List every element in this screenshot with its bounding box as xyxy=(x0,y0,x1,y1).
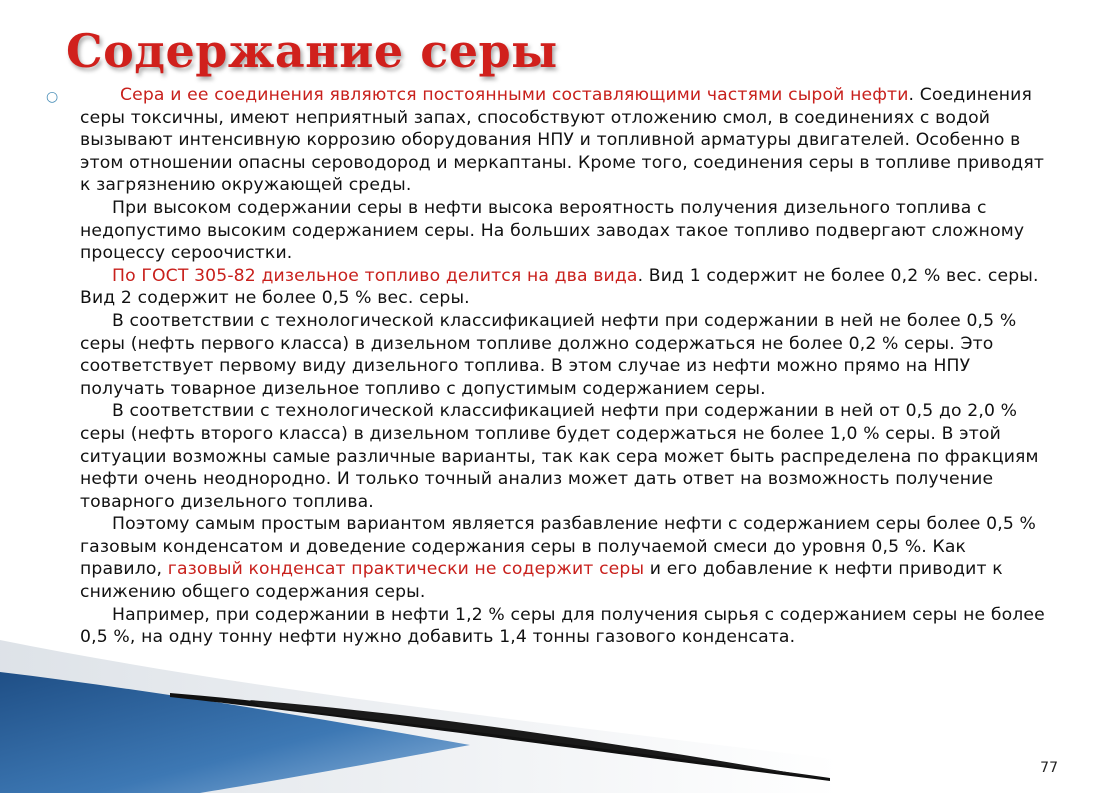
bullet-circle-icon: ○ xyxy=(46,89,59,105)
paragraph-1: Сера и ее соединения являются постоянными составляющими частями сырой нефти. Соединения серы токсичны, имеют неприятный запах, способствуют отложению смол, в соединениях с водой вызывают интенсивную коррозию оборудования НПУ и топливной арматуры двигателей. Особенно в этом отношении опасны сероводород и меркаптаны. Кроме того, соединения серы в топливе приводят к загрязнению окружающей среды. xyxy=(80,85,1044,196)
highlight-gas-condensate: газовый конденсат практически не содержит серы xyxy=(167,559,645,580)
slide-title: Содержание серы xyxy=(66,24,558,78)
paragraph-6: Поэтому самым простым вариантом является разбавление нефти с содержанием серы более 0,5 % газовым конденсатом и доведение содержания серы в получаемой смеси до уровня 0,5 %. Как правило, газовый конденсат практически не содержит серы и его добавление к нефти приводит к снижению общего содержания серы. xyxy=(80,514,1037,603)
paragraph-5: В соответствии с технологической классификацией нефти при содержании в ней от 0,5 до 2,0 % серы (нефть второго класса) в дизельном топливе будет содержаться не более 1,0 % серы. В этой ситуации возможны самые различные варианты, так как сера может быть распределена по фракциям нефти очень неоднородно. И только точный анализ может дать ответ на возможность получение товарного дизельного топлива. xyxy=(80,401,1039,512)
slide-body xyxy=(80,84,1048,649)
paragraph-4: В соответствии с технологической классификацией нефти при содержании в ней не более 0,5 % серы (нефть первого класса) в дизельном топливе должно содержаться не более 0,2 % серы. Это соответствует первому виду дизельного топлива. В этом случае из нефти можно прямо на НПУ получать товарное дизельное топливо с допустимым содержанием серы. xyxy=(80,310,1017,399)
page-number: 77 xyxy=(1040,760,1058,776)
paragraph-3: По ГОСТ 305-82 дизельное топливо делится на два вида. Вид 1 содержит не более 0,2 % вес. серы. Вид 2 содержит не более 0,5 % вес. серы. xyxy=(80,265,1039,309)
highlight-gost: По ГОСТ 305-82 дизельное топливо делится на два вида xyxy=(112,265,638,286)
paragraph-7: Например, при содержании в нефти 1,2 % серы для получения сырья с содержанием серы не более 0,5 %, на одну тонну нефти нужно добавить 1,4 тонны газового конденсата. xyxy=(80,604,1045,648)
paragraph-2: При высоком содержании серы в нефти высока вероятность получения дизельного топлива с недопустимо высоким содержанием серы. На больших заводах такое топливо подвергают сложному процессу сероочистки. xyxy=(80,197,1025,264)
highlight-sulfur-constituents: Сера и ее соединения являются постоянными составляющими частями сырой нефти xyxy=(120,85,909,105)
